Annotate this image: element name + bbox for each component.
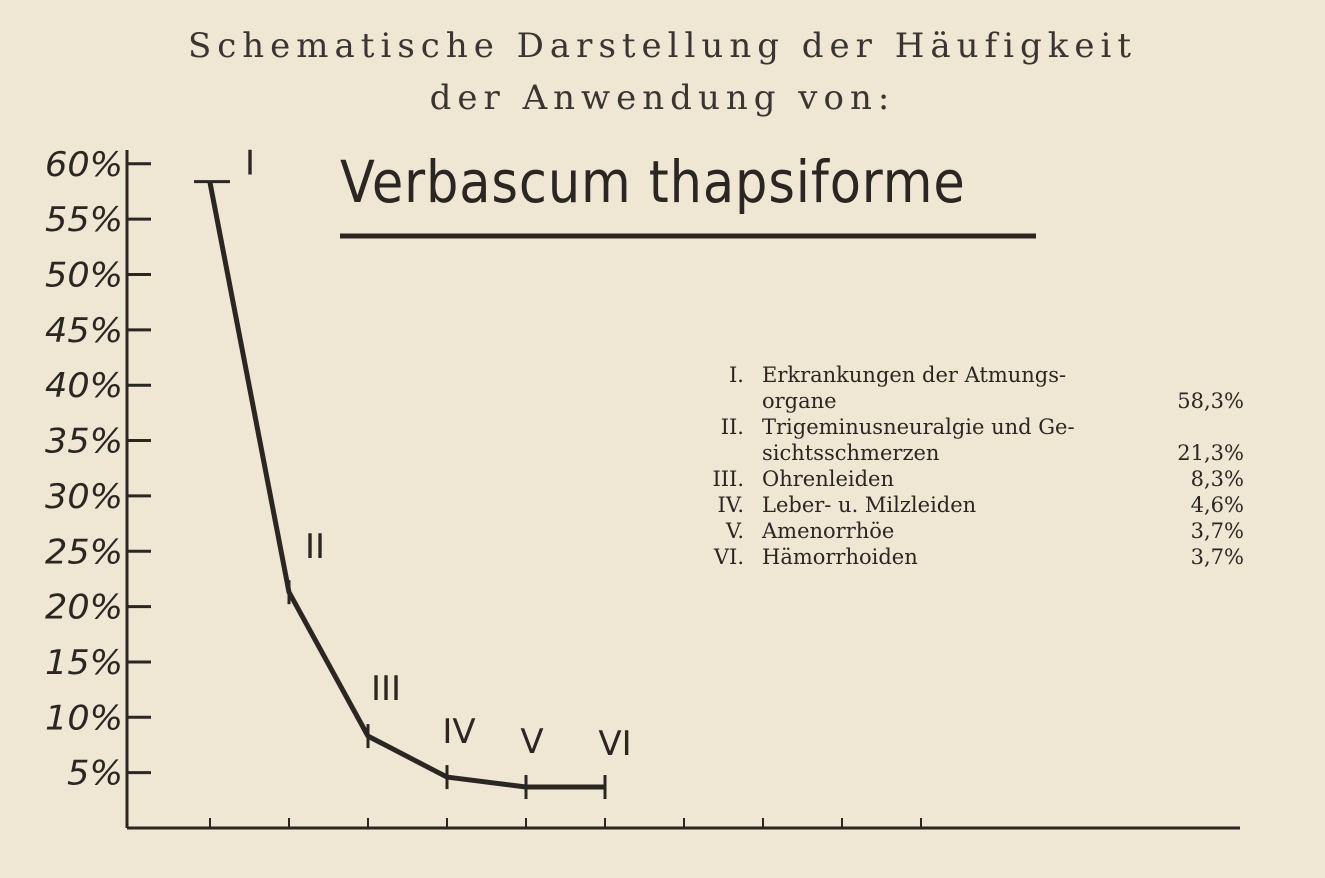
legend-row	[690, 518, 1250, 544]
category-label: IV	[442, 712, 476, 753]
legend-row	[690, 492, 1250, 518]
legend-value: 3,7%	[1190, 545, 1244, 569]
legend-value: 3,7%	[1190, 519, 1244, 543]
legend-number: II.	[720, 415, 744, 439]
legend-row	[690, 414, 1250, 440]
legend-row	[690, 440, 1250, 466]
chart-legend	[690, 362, 1250, 570]
category-label: I	[244, 143, 256, 184]
legend-row	[690, 544, 1250, 570]
y-tick-label: 10%	[45, 698, 123, 739]
legend-number: V.	[725, 519, 744, 543]
legend-row	[690, 388, 1250, 414]
legend-value: 4,6%	[1190, 493, 1244, 517]
y-tick-label: 50%	[45, 255, 123, 296]
chart-title: Verbascum thapsiforme	[340, 148, 966, 216]
legend-row	[690, 466, 1250, 492]
y-tick-label: 45%	[45, 310, 123, 351]
legend-label: Ohrenleiden	[762, 467, 894, 491]
legend-label: Trigeminusneuralgie und Ge-	[762, 415, 1075, 439]
legend-number: IV.	[717, 493, 744, 517]
chart-subtitle-line-2: der Anwendung von:	[429, 78, 896, 118]
y-tick-label: 40%	[45, 366, 123, 407]
y-tick-label: 5%	[67, 753, 123, 794]
y-tick-label: 55%	[45, 200, 123, 241]
legend-label: organe	[762, 389, 837, 413]
category-label: II	[304, 527, 326, 568]
chart-subtitle-line-1: Schematische Darstellung der Häufigkeit	[187, 26, 1138, 66]
legend-value: 8,3%	[1190, 467, 1244, 491]
legend-number: III.	[712, 467, 744, 491]
legend-label: Erkrankungen der Atmungs-	[762, 363, 1067, 387]
legend-number: I.	[729, 363, 744, 387]
category-label: V	[520, 722, 544, 763]
y-tick-label: 25%	[45, 532, 123, 573]
legend-row	[690, 362, 1250, 388]
series-line	[210, 183, 605, 787]
y-tick-label: 35%	[45, 421, 123, 462]
y-tick-label: 15%	[45, 642, 123, 683]
legend-label: sichtsschmerzen	[762, 441, 940, 465]
legend-label: Hämorrhoiden	[762, 545, 918, 569]
legend-number: VI.	[713, 545, 744, 569]
category-label: VI	[598, 724, 632, 765]
legend-value: 21,3%	[1177, 441, 1244, 465]
y-tick-label: 60%	[45, 144, 123, 185]
category-label: III	[370, 669, 402, 710]
legend-label: Leber- u. Milzleiden	[762, 493, 977, 517]
y-tick-label: 20%	[45, 587, 123, 628]
y-tick-label: 30%	[45, 476, 123, 517]
legend-value: 58,3%	[1177, 389, 1244, 413]
legend-label: Amenorrhöe	[762, 519, 895, 543]
